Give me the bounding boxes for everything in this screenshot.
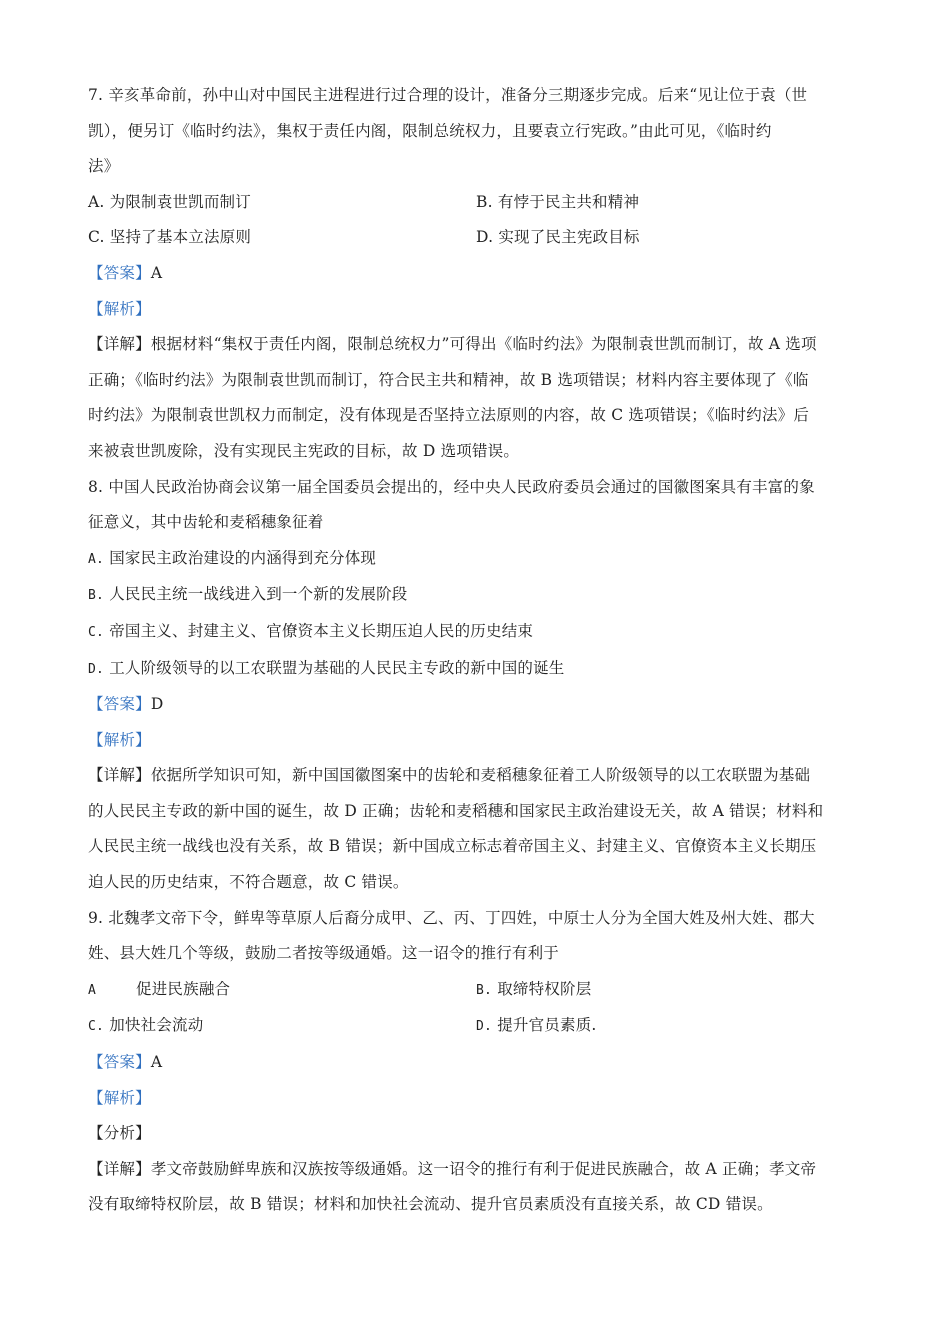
detail-line: 正确；《临时约法》为限制袁世凯而制订，符合民主共和精神，故 B 选项错误；材料内容主要体现了《临 [88, 370, 809, 389]
detail-line [88, 1152, 864, 1188]
answer-value: A [150, 263, 163, 282]
option-text: 人民民主统一战线进入到一个新的发展阶段 [104, 585, 408, 604]
option-a [88, 972, 476, 1009]
question-stem-line: 姓、县大姓几个等级，鼓励二者按等级通婚。这一诏令的推行有利于 [88, 944, 560, 963]
options-row [88, 972, 864, 1009]
option-d [88, 651, 864, 688]
question-stem-line: 凯），便另订《临时约法》，集权于责任内阁，限制总统权力，且要袁立行宪政。”由此可见，《临时约 [88, 121, 772, 140]
answer-value: D [150, 695, 164, 714]
options-row [88, 1008, 864, 1045]
answer-tag: 【答案】 [88, 1053, 151, 1072]
option-a [88, 541, 864, 578]
question-stem-line: 7. 辛亥革命前，孙中山对中国民主进程进行过合理的设计，准备分三期逐步完成。后来“见让位于袁（世 [88, 86, 808, 104]
option-d [476, 1008, 864, 1045]
option-d [476, 220, 864, 256]
answer-line [88, 256, 864, 292]
option-letter: B. [476, 192, 493, 211]
option-text: 工人阶级领导的以工农联盟为基础的人民民主专政的新中国的诞生 [104, 658, 565, 677]
question-stem-line: 法》 [88, 157, 120, 176]
option-b [476, 185, 864, 221]
option-letter: C. [88, 1019, 105, 1035]
analysis-line [88, 1081, 864, 1117]
option-c [88, 614, 864, 651]
option-letter: D. [476, 1019, 493, 1035]
option-letter: A [88, 982, 97, 998]
detail-line: 来被袁世凯废除，没有实现民主宪政的目标，故 D 选项错误。 [88, 441, 520, 460]
detail-text: 根据材料“集权于责任内阁，限制总统权力”可得出《临时约法》为限制袁世凯而制订，故 A 选项 [150, 335, 817, 354]
option-letter: B. [88, 588, 105, 604]
question-7 [88, 78, 864, 470]
analysis2-tag: 【分析】 [88, 1124, 151, 1143]
option-c [88, 1008, 476, 1045]
analysis-tag: 【解析】 [88, 299, 151, 318]
option-letter: C. [88, 624, 105, 640]
option-letter: C. [88, 228, 105, 247]
detail-line: 时约法》为限制袁世凯权力而制定，没有体现是否坚持立法原则的内容，故 C 选项错误；《临时约法》后 [88, 406, 810, 425]
analysis-line [88, 723, 864, 759]
option-a [88, 185, 476, 221]
option-letter: B. [476, 982, 493, 998]
question-stem-line: 征意义，其中齿轮和麦稻穗象征着 [88, 513, 324, 532]
detail-tag: 【详解】 [88, 1159, 151, 1178]
detail-text: 孝文帝鼓励鲜卑族和汉族按等级通婚。这一诏令的推行有利于促进民族融合，故 A 正确；孝文帝 [150, 1159, 817, 1178]
answer-line [88, 687, 864, 723]
answer-tag: 【答案】 [88, 263, 151, 282]
options-row [88, 220, 864, 256]
detail-text: 依据所学知识可知，新中国国徽图案中的齿轮和麦稻穗象征着工人阶级领导的以工农联盟为基础 [150, 766, 811, 785]
option-text: 为限制袁世凯而制订 [104, 192, 251, 211]
options-row [88, 185, 864, 221]
option-text: 帝国主义、封建主义、官僚资本主义长期压迫人民的历史结束 [104, 621, 534, 640]
question-stem-line: 8. 中国人民政治协商会议第一届全国委员会提出的，经中央人民政府委员会通过的国徽图案具有丰富的象 [88, 477, 815, 496]
detail-line: 人民民主统一战线也没有关系，故 B 错误；新中国成立标志着帝国主义、封建主义、官僚资本主义长期压 [88, 837, 817, 856]
option-text: 促进民族融合 [136, 979, 231, 998]
option-b [88, 577, 864, 614]
option-text: 取缔特权阶层 [492, 979, 592, 998]
option-text: 加快社会流动 [104, 1016, 204, 1035]
option-letter: D. [476, 228, 494, 247]
option-b [476, 972, 864, 1009]
analysis-tag: 【解析】 [88, 730, 151, 749]
detail-line [88, 758, 864, 794]
option-c [88, 220, 476, 256]
option-text: 提升官员素质. [492, 1016, 597, 1035]
answer-line [88, 1045, 864, 1081]
option-letter: A. [88, 551, 105, 567]
question-9 [88, 901, 864, 1223]
analysis-tag: 【解析】 [88, 1088, 151, 1107]
detail-tag: 【详解】 [88, 335, 151, 354]
option-letter: A. [88, 192, 105, 211]
detail-line: 没有取缔特权阶层，故 B 错误；材料和加快社会流动、提升官员素质没有直接关系，故 CD 错误。 [88, 1195, 773, 1214]
detail-line: 迫人民的历史结束，不符合题意，故 C 错误。 [88, 873, 409, 892]
option-text: 有悖于民主共和精神 [492, 192, 640, 211]
answer-value: A [150, 1053, 163, 1072]
option-letter: D. [88, 661, 105, 677]
option-text: 国家民主政治建设的内涵得到充分体现 [104, 548, 377, 567]
analysis2-line [88, 1116, 864, 1152]
analysis-line [88, 292, 864, 328]
detail-line [88, 327, 864, 363]
answer-tag: 【答案】 [88, 695, 151, 714]
option-text: 实现了民主宪政目标 [493, 228, 640, 247]
detail-tag: 【详解】 [88, 766, 151, 785]
option-text: 坚持了基本立法原则 [104, 228, 252, 247]
question-stem-line: 9. 北魏孝文帝下令，鲜卑等草原人后裔分成甲、乙、丙、丁四姓，中原士人分为全国大姓及州大姓、郡大 [88, 908, 815, 927]
document-page [88, 78, 864, 1223]
detail-line: 的人民民主专政的新中国的诞生，故 D 正确；齿轮和麦稻穗和国家民主政治建设无关，故 A 错误；材料和 [88, 801, 824, 820]
question-8 [88, 470, 864, 901]
